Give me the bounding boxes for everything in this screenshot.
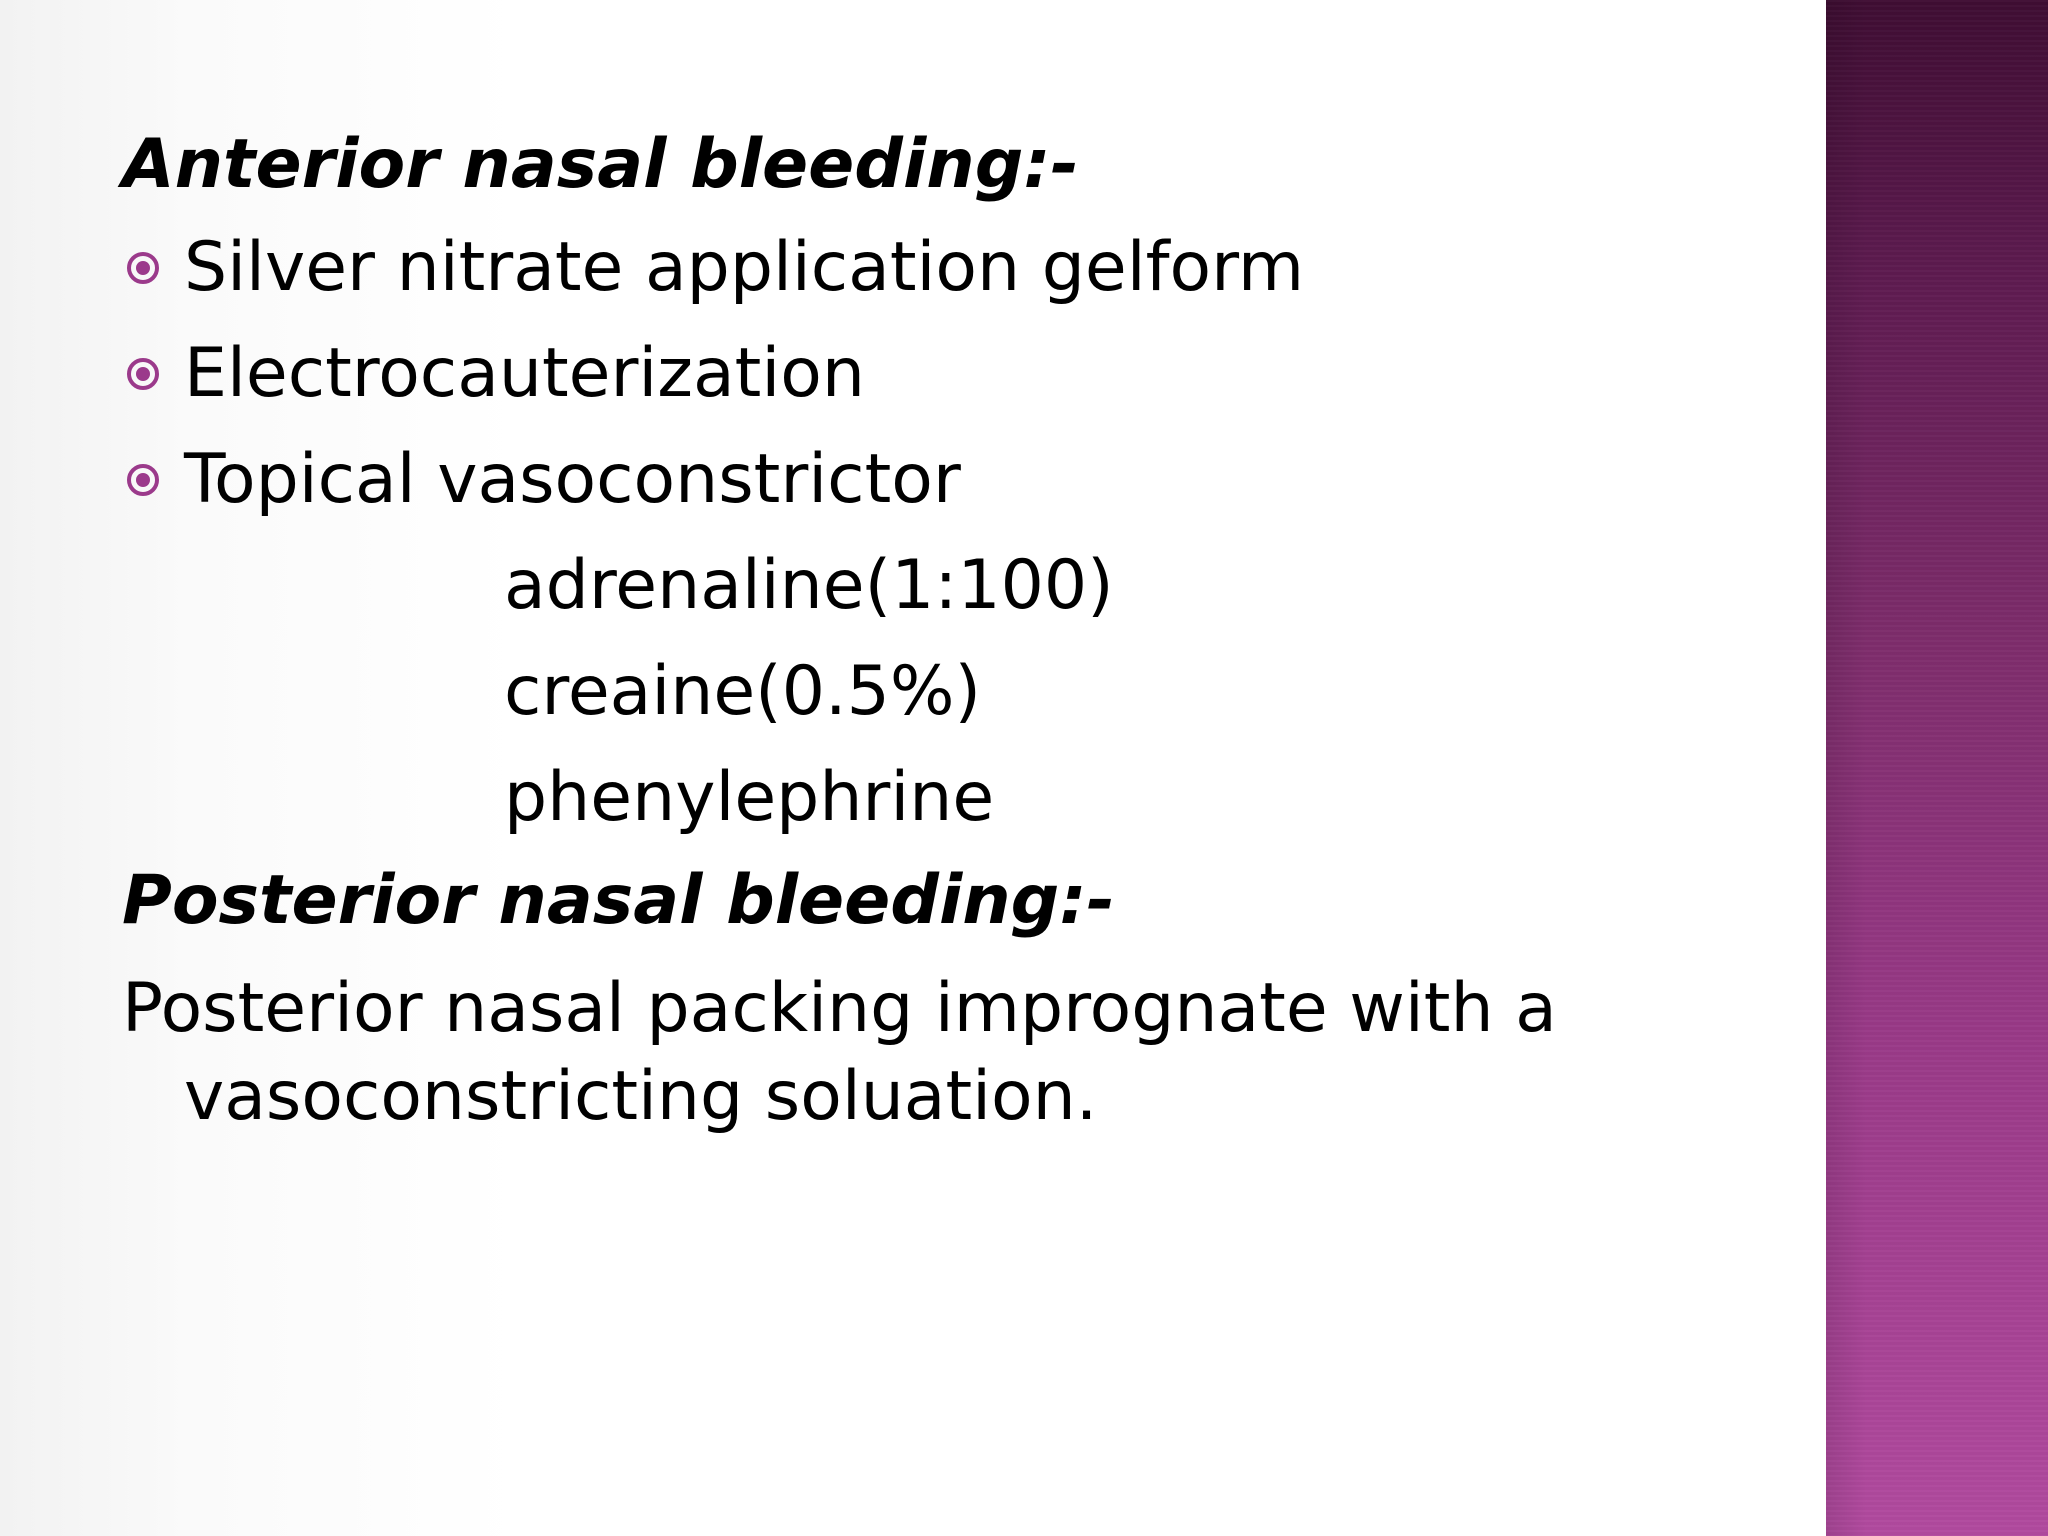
bullet-item: [122, 215, 1782, 321]
heading-posterior-nasal-bleeding: Posterior nasal bleeding:-: [122, 861, 1115, 940]
posterior-treatment-text: Posterior nasal packing imprognate with a vasoconstricting soluation.: [122, 969, 1557, 1136]
circle-dot-bullet-icon: [126, 251, 160, 285]
vasoconstrictor-item: adrenaline(1:100): [504, 546, 1114, 625]
bullet-item: [122, 427, 1782, 533]
heading-anterior-nasal-bleeding: Anterior nasal bleeding:-: [122, 125, 1079, 204]
slide-content: [122, 115, 1782, 1141]
bullet-text: Silver nitrate application gelform: [184, 228, 1305, 307]
sidebar-texture: [1826, 0, 2048, 1536]
bullet-text: Topical vasoconstrictor: [184, 440, 961, 519]
bullet-item: [122, 321, 1782, 427]
decorative-sidebar: [1826, 0, 2048, 1536]
circle-dot-bullet-icon: [126, 463, 160, 497]
circle-dot-bullet-icon: [126, 357, 160, 391]
vasoconstrictor-item: creaine(0.5%): [504, 652, 981, 731]
bullet-text: Electrocauterization: [184, 334, 865, 413]
vasoconstrictor-item: phenylephrine: [504, 758, 995, 837]
